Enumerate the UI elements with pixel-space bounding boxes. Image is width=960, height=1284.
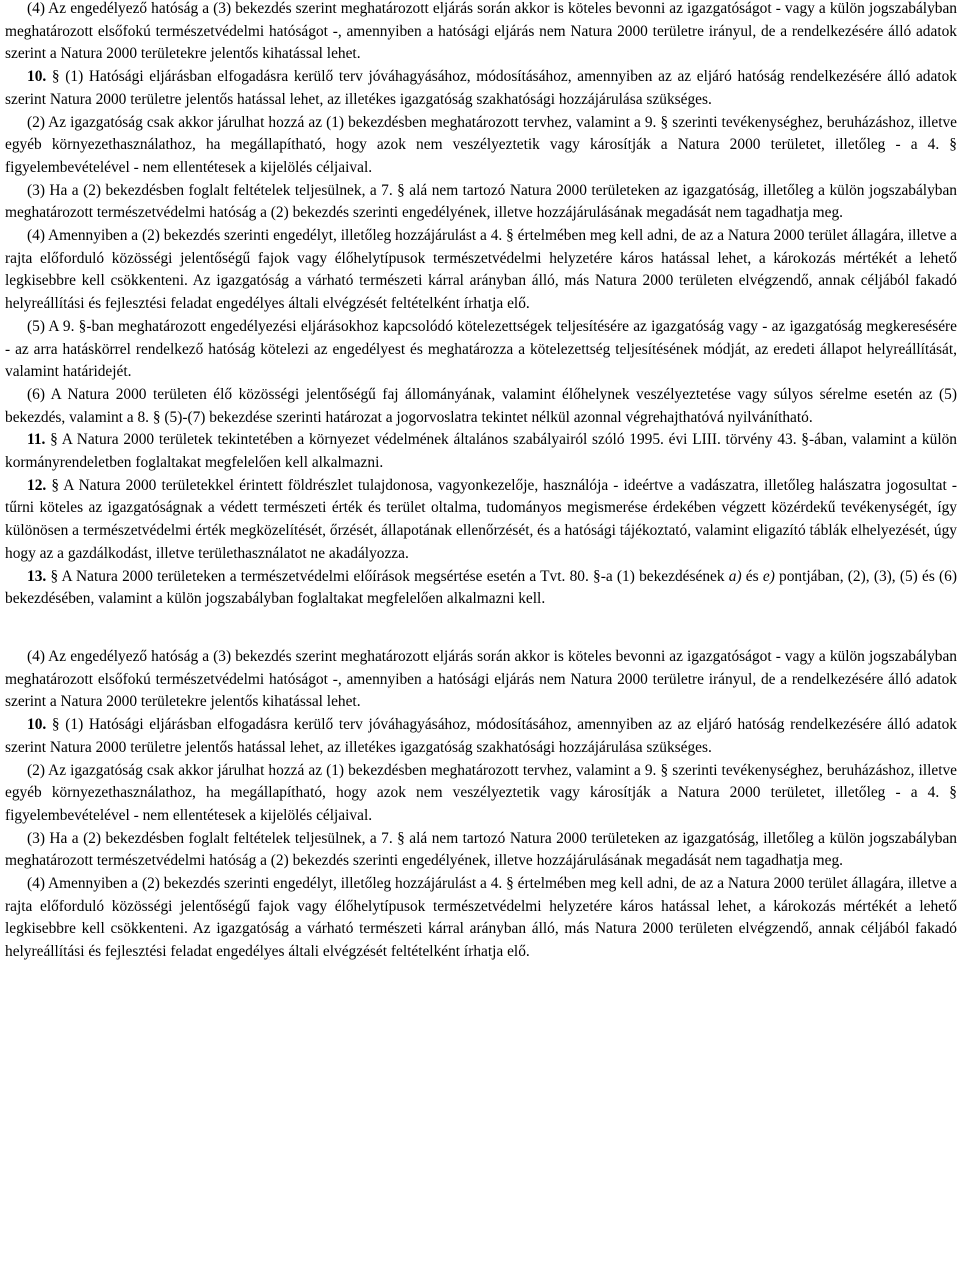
text-block-first bbox=[5, 0, 957, 611]
paragraph-text: és bbox=[741, 567, 763, 585]
paragraph bbox=[5, 828, 957, 873]
point-reference: a) bbox=[728, 567, 742, 585]
paragraph bbox=[5, 646, 957, 714]
paragraph bbox=[5, 0, 957, 66]
paragraph bbox=[5, 475, 957, 566]
section-number: 10. bbox=[27, 716, 47, 734]
paragraph bbox=[5, 429, 957, 474]
section-number: 11. bbox=[27, 431, 46, 449]
paragraph-text: § A Natura 2000 területeken a természetvédelmi előírások megsértése esetén a Tvt. 80. §-a (1) bekezdésének bbox=[46, 567, 729, 585]
paragraph bbox=[5, 180, 957, 225]
paragraph-text: pontjában, (2), (3), (5) és (6) bekezdésében, valamint a külön jogszabályban foglaltakat megfelelően alkalmazni kell. bbox=[5, 567, 957, 608]
block-separator bbox=[5, 611, 957, 646]
paragraph-text: (2) Az igazgatóság csak akkor járulhat hozzá az (1) bekezdésben meghatározott tervhez, valamint a 9. § szerinti tevékenységhez, beruházáshoz, illetve egyéb környezethasználathoz, ha megállapítható, hogy azok nem veszélyeztetik vagy károsítják a Natura 2000 területet, illetőleg - a 4. § figyelembevételével - nem ellentétesek a kijelölés céljaival. bbox=[5, 113, 957, 176]
paragraph-text: (4) Az engedélyező hatóság a (3) bekezdés szerint meghatározott eljárás során akkor is köteles bevonni az igazgatóságot - vagy a külön jogszabályban meghatározott elsőfokú természetvédelmi hatóságot -, amennyiben a hatósági eljárás nem Natura 2000 területre irányul, de a rendelkezésére álló adatok szerint a Natura 2000 területekre jelentős kihatással lehet. bbox=[5, 0, 957, 63]
paragraph-text: (4) Az engedélyező hatóság a (3) bekezdés szerint meghatározott eljárás során akkor is köteles bevonni az igazgatóságot - vagy a külön jogszabályban meghatározott elsőfokú természetvédelmi hatóságot -, amennyiben a hatósági eljárás nem Natura 2000 területre irányul, de a rendelkezésére álló adatok szerint a Natura 2000 területekre jelentős kihatással lehet. bbox=[5, 647, 957, 711]
paragraph-text: § A Natura 2000 területek tekintetében a környezet védelmének általános szabályairól szóló 1995. évi LIII. törvény 43. §-ában, valamint a külön kormányrendeletben foglaltakat megfelelően kell alkalmazni. bbox=[5, 431, 957, 472]
section-number: 10. bbox=[27, 68, 47, 86]
paragraph bbox=[5, 760, 957, 828]
paragraph bbox=[5, 316, 957, 384]
paragraph-text: § A Natura 2000 területekkel érintett földrészlet tulajdonosa, vagyonkezelője, használója - ideértve a vadászatra, illetőleg halászatra jogosultat - tűrni köteles az igazgatóságnak a védett természeti érték és terület oltalma, tudományos megismerése érdekében végzett közérdekű tevékenységét, így különösen a természetvédelmi érték megközelítését, őrzését, állapotának ellenőrzését, és a hatósági tájékoztató, valamint eligazító táblák elhelyezését, úgy hogy az a gazdálkodást, illetve területhasználatot ne akadályozza. bbox=[5, 476, 957, 562]
section-number: 13. bbox=[27, 567, 47, 585]
paragraph-text: § (1) Hatósági eljárásban elfogadásra kerülő terv jóváhagyásához, módosításához, amennyiben az az eljáró hatóság rendelkezésére álló adatok szerint Natura 2000 területre jelentős hatással lehet, az illetékes igazgatóság szakhatósági hozzájárulása szükséges. bbox=[5, 716, 957, 756]
paragraph-text: (6) A Natura 2000 területen élő közösségi jelentőségű faj állományának, valamint élőhelynek veszélyeztetése vagy súlyos sérelme esetén az (5) bekezdés, valamint a 8. § (5)-(7) bekezdése szerinti határozat a jogorvoslatra tekintet nélkül azonnal végrehajthatóvá nyilvánítható. bbox=[5, 385, 957, 426]
paragraph-text: (4) Amennyiben a (2) bekezdés szerinti engedélyt, illetőleg hozzájárulást a 4. § értelmében meg kell adni, de az a Natura 2000 terület állagára, illetve a rajta előforduló közösségi jelentőségű fajok vagy élőhelytípusok természetvédelmi helyzetére káros hatással lehet, a károkozás mértékét a lehető legkisebbre kell csökkenteni. Az igazgatóság a várható természeti kárral arányban álló, más Natura 2000 területen elvégzendő, annak céljából fakadó helyreállítási és fejlesztési feladat engedélyes általi elvégzését feltételként írhatja elő. bbox=[5, 227, 957, 313]
paragraph-text: (2) Az igazgatóság csak akkor járulhat hozzá az (1) bekezdésben meghatározott tervhez, valamint a 9. § szerinti tevékenységhez, beruházáshoz, illetve egyéb környezethasználathoz, ha megállapítható, hogy azok nem veszélyeztetik vagy károsítják a Natura 2000 területet, illetőleg - a 4. § figyelembevételével - nem ellentétesek a kijelölés céljaival. bbox=[5, 761, 957, 824]
paragraph-text: § (1) Hatósági eljárásban elfogadásra kerülő terv jóváhagyásához, módosításához, amennyiben az az eljáró hatóság rendelkezésére álló adatok szerint Natura 2000 területre jelentős hatással lehet, az illetékes igazgatóság szakhatósági hozzájárulása szükséges. bbox=[5, 68, 957, 108]
paragraph bbox=[5, 66, 957, 111]
paragraph bbox=[5, 112, 957, 180]
point-reference: e) bbox=[762, 567, 775, 585]
paragraph bbox=[5, 566, 957, 611]
paragraph bbox=[5, 225, 957, 316]
paragraph-text: (3) Ha a (2) bekezdésben foglalt feltételek teljesülnek, a 7. § alá nem tartozó Natura 2000 területeken az igazgatóság, illetőleg a külön jogszabályban meghatározott természetvédelmi hatóság a (2) bekezdés szerinti engedélyének, illetve hozzájárulásának megadását nem tagadhatja meg. bbox=[5, 829, 957, 870]
text-block-second bbox=[5, 646, 957, 964]
paragraph bbox=[5, 384, 957, 429]
paragraph bbox=[5, 714, 957, 759]
section-number: 12. bbox=[27, 476, 47, 494]
paragraph-text: (5) A 9. §-ban meghatározott engedélyezési eljárásokhoz kapcsolódó kötelezettségek teljesítésére az igazgatóság vagy - az igazgatóság megkeresésére - az arra hatáskörrel rendelkező hatóság kötelezi az engedélyest és meghatározza a kötelezettség teljesítésének módját, az eredeti állapot helyreállítását, valamint határidejét. bbox=[5, 317, 957, 381]
paragraph-text: (4) Amennyiben a (2) bekezdés szerinti engedélyt, illetőleg hozzájárulást a 4. § értelmében meg kell adni, de az a Natura 2000 terület állagára, illetve a rajta előforduló közösségi jelentőségű fajok vagy élőhelytípusok természetvédelmi helyzetére káros hatással lehet, a károkozás mértékét a lehető legkisebbre kell csökkenteni. Az igazgatóság a várható természeti kárral arányban álló, más Natura 2000 területen elvégzendő, annak céljából fakadó helyreállítási és fejlesztési feladat engedélyes általi elvégzését feltételként írhatja elő. bbox=[5, 875, 957, 961]
paragraph-text: (3) Ha a (2) bekezdésben foglalt feltételek teljesülnek, a 7. § alá nem tartozó Natura 2000 területeken az igazgatóság, illetőleg a külön jogszabályban meghatározott természetvédelmi hatóság a (2) bekezdés szerinti engedélyének, illetve hozzájárulásának megadását nem tagadhatja meg. bbox=[5, 181, 957, 222]
paragraph bbox=[5, 873, 957, 964]
